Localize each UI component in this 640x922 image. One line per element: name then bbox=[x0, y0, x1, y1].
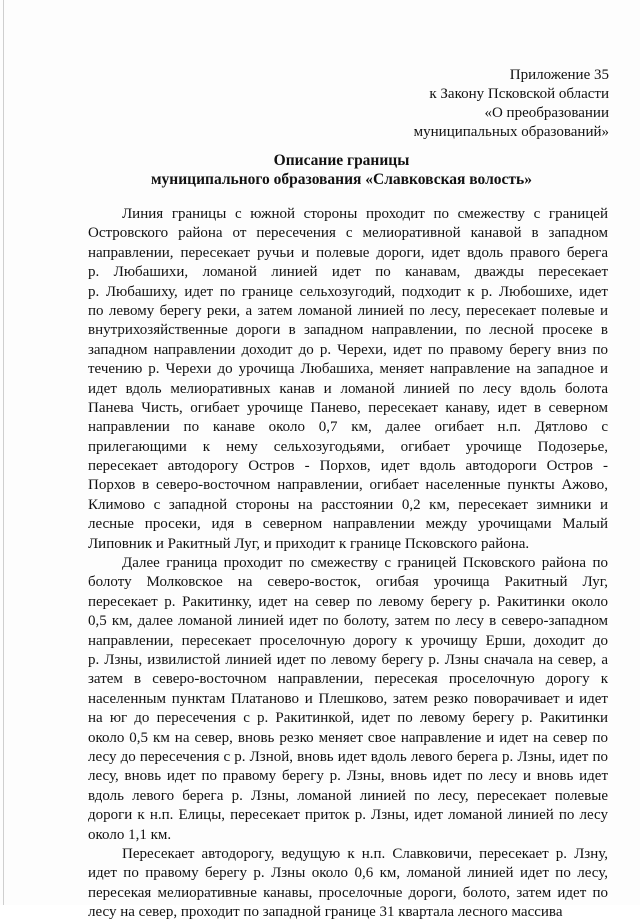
paragraph-line: затем в северо-восточном направлении, пересекая проселочную дорогу к bbox=[88, 671, 608, 688]
paragraph-line: пересекая мелиоративные канавы, проселочные дороги, болото, затем идет по bbox=[88, 884, 608, 901]
paragraph-line: Климово с западной стороны на расстоянии 0,2 км, пересекает зимники и bbox=[88, 496, 608, 513]
paragraph-line: Порхов в северо-восточном направлении, огибает населенные пункты Ажово, bbox=[88, 477, 608, 494]
paragraph-line: болоту Молковское на северо-восток, огибая урочища Ракитный Луг, bbox=[88, 574, 608, 591]
paragraph-line: прилегающими к нему сельхозугодьями, огибает урочище Подозерье, bbox=[88, 438, 608, 455]
paragraph-line: Линия границы с южной стороны проходит по смежеству с границей bbox=[122, 206, 608, 222]
paragraph-line: течению р. Черехи до урочища Любашиха, меняет направление на западное и bbox=[88, 361, 608, 378]
paragraph bbox=[88, 554, 608, 845]
paragraph-line: пересекает р. Ракитинку, идет на север по левому берегу р. Ракитинки около bbox=[88, 593, 608, 610]
paragraph-line: Панева Чисть, огибает урочище Панево, пересекает канаву, идет в северном bbox=[88, 399, 608, 416]
document-body bbox=[88, 205, 608, 922]
paragraph-line: около 1,1 км. bbox=[88, 826, 172, 843]
paragraph-line: пересекает автодорогу Остров - Порхов, идет вдоль автодороги Остров - bbox=[88, 458, 608, 475]
appendix-line: Приложение 35 bbox=[509, 67, 609, 83]
paragraph-line: дороги к н.п. Елицы, пересекает приток р. Лзны, идет ломаной линией по лесу bbox=[88, 807, 608, 824]
paragraph-line: идет по правому берегу р. Лзны около 0,6 км, ломаной линией идет по лесу, bbox=[88, 865, 608, 882]
paragraph-line: Липовник и Ракитный Луг, и приходит к границе Псковского района. bbox=[88, 535, 530, 552]
paragraph-line: на юг до пересечения с р. Ракитинкой, идет по левому берегу р. Ракитинки bbox=[88, 710, 608, 727]
document-title bbox=[88, 151, 595, 189]
paragraph-line: направлении по канаве около 0,7 км, далее огибает н.п. Дятлово с bbox=[88, 419, 608, 436]
scan-edge-line bbox=[3, 0, 4, 905]
paragraph-line: лесу, вновь идет по правому берегу р. Лзны, вновь идет по лесу и вновь идет bbox=[88, 768, 608, 785]
paragraph-line: около 0,5 км на север, вновь резко меняет свое направление и идет на север по bbox=[88, 729, 608, 746]
paragraph-line: направлении, пересекает ручьи и полевые дороги, идет вдоль правого берега bbox=[88, 244, 608, 261]
appendix-header bbox=[414, 66, 609, 142]
paragraph-line: р. Любашиху, идет по границе сельхозугодий, подходит к р. Любошихе, идет bbox=[88, 283, 608, 300]
appendix-line: к Закону Псковской области bbox=[429, 86, 609, 102]
paragraph-line: населенным пунктам Платаново и Плешково, затем резко поворачивает и идет bbox=[88, 690, 608, 707]
title-line: муниципального образования «Славковская волость» bbox=[150, 171, 532, 188]
paragraph-line: Далее граница проходит по смежеству с границей Псковского района по bbox=[122, 555, 608, 572]
paragraph-line: 0,5 км, далее ломаной линией идет по болоту, затем по лесу в северо-западном bbox=[88, 613, 608, 630]
paragraph bbox=[88, 205, 608, 554]
paragraph-line: лесу на север, проходит по западной границе 31 квартала лесного массива bbox=[88, 904, 563, 921]
paragraph-line: лесные просеки, идя в северном направлении между урочищами Малый bbox=[88, 516, 608, 533]
appendix-line: «О преобразовании bbox=[484, 105, 609, 121]
paragraph-line: лесу до пересечения с р. Лзной, вновь идет вдоль левого берега р. Лзны, идет по bbox=[88, 748, 608, 765]
paragraph-line: вдоль левого берега р. Лзны, ломаной линией по лесу, пересекает полевые bbox=[88, 787, 608, 804]
paragraph-line: Островского района от пересечения с мелиоративной канавой в западном bbox=[88, 225, 608, 242]
paragraph-line: по левому берегу реки, а затем ломаной линией по лесу, пересекает полевые и bbox=[88, 302, 608, 319]
paragraph-line: направлении, пересекает проселочную дорогу к урочищу Ерши, доходит до bbox=[88, 632, 608, 649]
paragraph-line: Пересекает автодорогу, ведущую к н.п. Славковичи, пересекает р. Лзну, bbox=[122, 845, 608, 862]
paragraph bbox=[88, 845, 608, 922]
paragraph-line: западном направлении доходит до р. Черехи, идет по правому берегу вниз по bbox=[88, 341, 608, 358]
title-line: Описание границы bbox=[273, 152, 410, 169]
paragraph-line: идет вдоль мелиоративных канав и ломаной линией по лесу вдоль болота bbox=[88, 380, 608, 397]
paragraph-line: р. Лзны, извилистой линией идет по левому берегу р. Лзны сначала на север, а bbox=[88, 651, 608, 668]
appendix-line: муниципальных образований» bbox=[413, 124, 609, 140]
paragraph-line: внутрихозяйственные дороги в западном направлении, по лесной просеке в bbox=[88, 322, 608, 339]
paragraph-line: р. Любашихи, ломаной линией идет по канавам, дважды пересекает bbox=[88, 264, 608, 281]
